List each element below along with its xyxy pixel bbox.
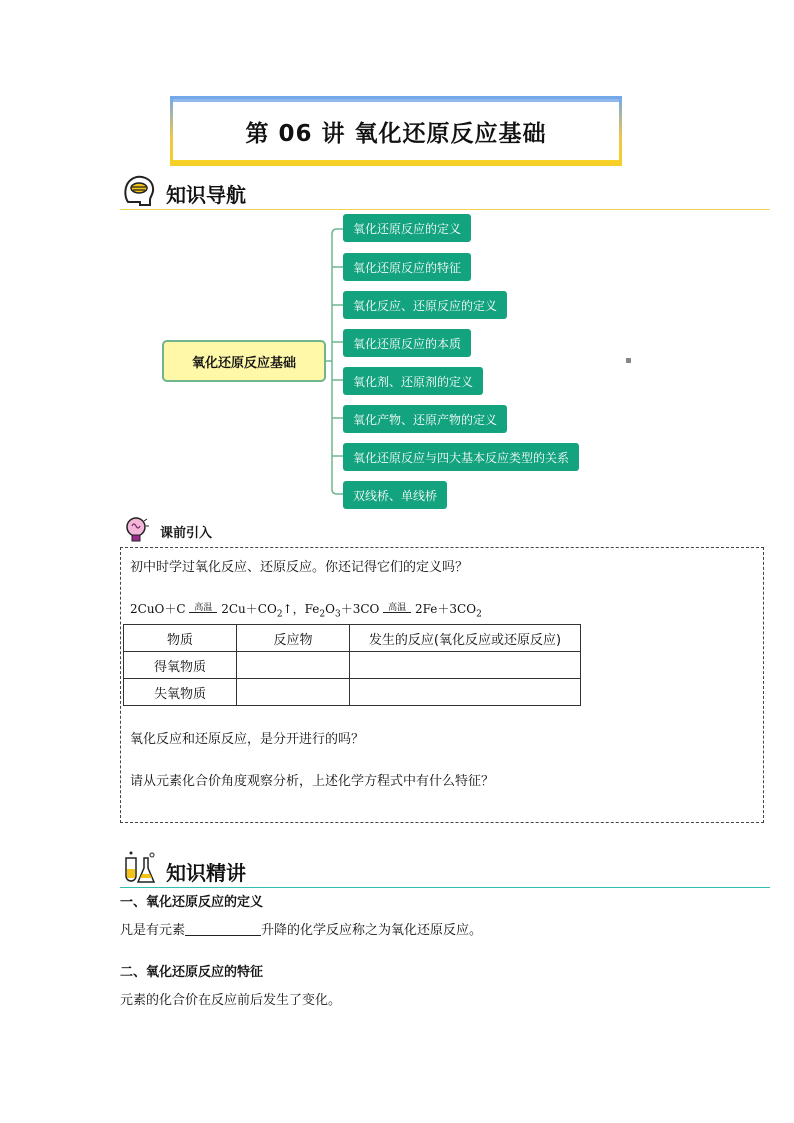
table-row <box>124 652 581 679</box>
mindmap-branch: 氧化产物、还原产物的定义 <box>343 405 507 433</box>
lightbulb-icon <box>122 515 152 545</box>
mindmap-branch: 氧化剂、还原剂的定义 <box>343 367 483 395</box>
mindmap-branch: 双线桥、单线桥 <box>343 481 447 509</box>
table-header: 物质 <box>124 625 237 652</box>
flask-icon <box>118 850 160 888</box>
section-2-title: 二、氧化还原反应的特征 <box>120 965 264 980</box>
table-cell <box>350 679 581 706</box>
table-row <box>124 679 581 706</box>
lecture-heading-divider <box>120 887 770 888</box>
section-1-text <box>120 919 482 938</box>
nav-heading-divider <box>120 209 770 210</box>
eq1-condition: 高温 <box>189 612 217 613</box>
table-header: 发生的反应(氧化反应或还原反应) <box>350 625 581 652</box>
page-title: 第 06 讲 氧化还原反应基础 <box>245 121 547 147</box>
reaction-table <box>123 624 581 706</box>
section-1-text-a: 凡是有元素 <box>120 923 186 938</box>
eq2-left: ＋3CO <box>340 602 380 616</box>
table-cell: 得氧物质 <box>124 652 237 679</box>
eq2-right: 2Fe＋3CO <box>415 602 477 616</box>
mindmap-root: 氧化还原反应基础 <box>162 340 326 382</box>
table-cell <box>237 679 350 706</box>
table-header-row <box>124 625 581 652</box>
mindmap-branch: 氧化还原反应的本质 <box>343 329 471 357</box>
mindmap-branch: 氧化反应、还原反应的定义 <box>343 291 507 319</box>
title-banner <box>170 96 622 166</box>
table-cell: 失氧物质 <box>124 679 237 706</box>
section-1-text-b: 升降的化学反应称之为氧化还原反应。 <box>261 923 483 938</box>
eq2-condition: 高温 <box>383 612 411 613</box>
section-1-title: 一、氧化还原反应的定义 <box>120 895 264 910</box>
mindmap-branch: 氧化还原反应的定义 <box>343 214 471 242</box>
section-2-text: 元素的化合价在反应前后发生了变化。 <box>120 993 342 1008</box>
intro-question-2: 氧化反应和还原反应，是分开进行的吗？ <box>130 732 365 747</box>
intro-question-1: 初中时学过氧化反应、还原反应。你还记得它们的定义吗？ <box>130 560 469 575</box>
small-marker-icon <box>626 358 631 363</box>
eq1-continue: ↑，Fe <box>282 602 320 616</box>
eq1-right: 2Cu＋CO <box>221 602 277 616</box>
fill-blank[interactable] <box>185 922 261 936</box>
lecture-heading: 知识精讲 <box>166 861 246 885</box>
intro-question-3: 请从元素化合价角度观察分析，上述化学方程式中有什么特征？ <box>130 774 495 789</box>
mindmap-branch: 氧化还原反应的特征 <box>343 253 471 281</box>
table-cell <box>350 652 581 679</box>
mindmap-branch: 氧化还原反应与四大基本反应类型的关系 <box>343 443 579 471</box>
nav-heading: 知识导航 <box>166 183 246 207</box>
table-header: 反应物 <box>237 625 350 652</box>
eq2-left-o: O <box>325 602 335 616</box>
table-cell <box>237 652 350 679</box>
intro-heading: 课前引入 <box>160 526 213 541</box>
chemical-equations: 2CuO＋C 高温 $2Cu+CO_2↑$，$Fe_2O_3+3CO$ 高温 $2Fe+3CO_2$ <box>130 602 482 620</box>
eq1-left: 2CuO＋C <box>130 602 186 616</box>
brain-icon <box>120 172 158 210</box>
